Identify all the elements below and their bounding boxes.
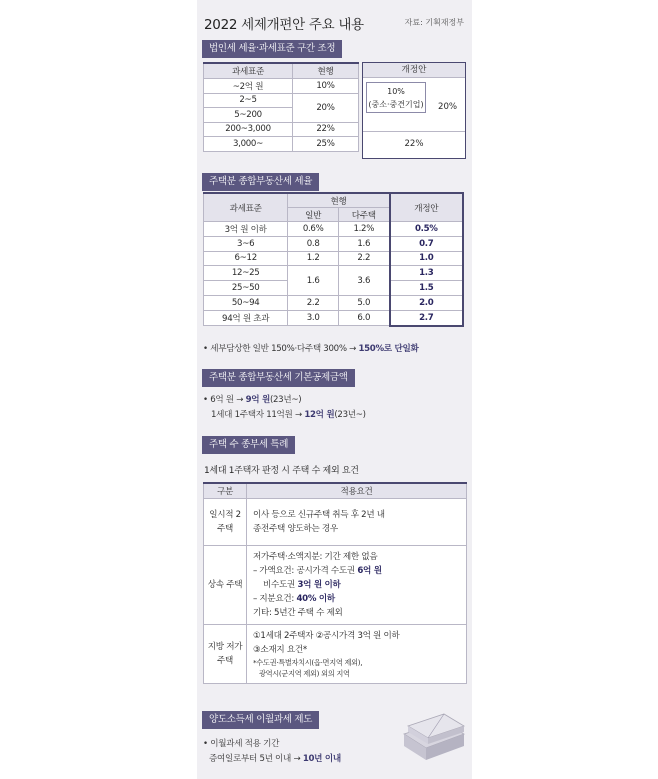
table-cell: 2.7 bbox=[390, 310, 463, 325]
table-cell: 3,000~ bbox=[204, 137, 293, 152]
table-cell: 1.2% bbox=[338, 222, 389, 237]
table-cell: 0.7 bbox=[390, 236, 463, 251]
banknote-icon bbox=[404, 714, 464, 760]
section-transfer-tax-title: 양도소득세 이월과세 제도 bbox=[202, 711, 319, 729]
text: 종전주택 양도하는 경우 bbox=[253, 524, 338, 534]
cap-note bbox=[203, 342, 419, 354]
section-property-tax-rate-title: 주택분 종합부동산세 세율 bbox=[202, 173, 319, 191]
table-cell: 1.2 bbox=[288, 251, 339, 266]
table-cell: 200~3,000 bbox=[204, 122, 293, 137]
table-cell: 3억 원 이하 bbox=[204, 222, 288, 237]
row-label: 지방 저가주택 bbox=[204, 625, 247, 684]
section-house-count-title: 주택 수 종부세 특례 bbox=[202, 436, 295, 454]
text bbox=[253, 592, 460, 606]
deduction-line-2 bbox=[211, 408, 366, 420]
text: – 가액요건: 공시가격 수도권 bbox=[253, 566, 358, 576]
table-cell: 10% bbox=[293, 79, 359, 94]
table-cell: 0.8 bbox=[288, 236, 339, 251]
text: 비수도권 bbox=[263, 580, 298, 590]
bold-text: 10년 이내 bbox=[302, 754, 341, 764]
corporate-tax-table bbox=[203, 62, 359, 152]
section-deduction-title: 주택분 종합부동산세 기본공제금액 bbox=[202, 369, 355, 387]
note-text: • 세부담상한 일반 150%·다주택 300% → bbox=[203, 344, 359, 354]
col-tax-base: 과세표준 bbox=[204, 63, 293, 79]
table-cell: 1.5 bbox=[390, 281, 463, 296]
revised-20: 20% bbox=[438, 102, 458, 112]
bold-text: 40% 이하 bbox=[296, 594, 335, 604]
bold-text: 6억 원 bbox=[357, 566, 382, 576]
table-cell: 6.0 bbox=[338, 310, 389, 325]
transfer-line-2 bbox=[209, 752, 341, 764]
table-cell: 5.0 bbox=[338, 295, 389, 310]
revised-22: 22% bbox=[404, 139, 424, 149]
row-content bbox=[247, 546, 467, 625]
footnote: *수도권·특별자치시(읍·면지역 제외), bbox=[253, 658, 363, 667]
text: 저가주택·소액지분: 기간 제한 없음 bbox=[253, 552, 378, 562]
footnote: 광역시(군지역 제외) 외의 지역 bbox=[259, 669, 350, 678]
table-cell: 0.6% bbox=[288, 222, 339, 237]
table-cell: 6~12 bbox=[204, 251, 288, 266]
bold-text: 3억 원 이하 bbox=[297, 580, 341, 590]
row-label: 일시적 2주택 bbox=[204, 499, 247, 546]
table-cell: 2.2 bbox=[288, 295, 339, 310]
table-cell: 2.2 bbox=[338, 251, 389, 266]
bold-text: 9억 원 bbox=[245, 395, 270, 405]
section-corporate-tax-title: 법인세 세율·과세표준 구간 조정 bbox=[202, 40, 342, 58]
text: ①1세대 2주택자 ②공시가격 3억 원 이하 bbox=[253, 631, 400, 641]
sme-label: (중소·중견기업) bbox=[368, 100, 424, 109]
transfer-line-1: • 이월과세 적용 기간 bbox=[203, 739, 280, 749]
divider bbox=[363, 131, 465, 132]
note-bold: 150%로 단일화 bbox=[358, 344, 419, 354]
table-cell: 25% bbox=[293, 137, 359, 152]
col-type: 구분 bbox=[204, 483, 247, 499]
table-cell: ~2억 원 bbox=[204, 79, 293, 94]
table-cell: 1.0 bbox=[390, 251, 463, 266]
table-cell: 22% bbox=[293, 122, 359, 137]
text: 기타: 5년간 주택 수 제외 bbox=[253, 608, 343, 618]
table-cell: 1.3 bbox=[390, 266, 463, 281]
house-count-subtitle: 1세대 1주택자 판정 시 주택 수 제외 요건 bbox=[204, 466, 359, 476]
text bbox=[253, 564, 460, 578]
text: ③소재지 요건* bbox=[253, 645, 307, 655]
money-stack-illustration bbox=[398, 704, 468, 766]
col-current: 현행 bbox=[288, 193, 390, 208]
deduction-line-1 bbox=[203, 393, 301, 405]
bold-text: 12억 원 bbox=[304, 410, 335, 420]
table-cell: 2~5 bbox=[204, 93, 293, 108]
col-general: 일반 bbox=[288, 208, 339, 222]
corporate-tax-revised-box bbox=[362, 62, 466, 159]
table-cell: 1.6 bbox=[338, 236, 389, 251]
page-title: 2022 세제개편안 주요 내용 bbox=[204, 17, 364, 33]
table-cell: 2.0 bbox=[390, 295, 463, 310]
text: • 6억 원 → bbox=[203, 395, 246, 405]
col-tax-base: 과세표준 bbox=[204, 193, 288, 222]
text bbox=[253, 578, 460, 592]
table-cell: 50~94 bbox=[204, 295, 288, 310]
row-label: 상속 주택 bbox=[204, 546, 247, 625]
col-multi: 다주택 bbox=[338, 208, 389, 222]
table-cell: 20% bbox=[293, 93, 359, 122]
text: 증여일로부터 5년 이내 → bbox=[209, 754, 303, 764]
row-content bbox=[247, 499, 467, 546]
table-cell: 94억 원 초과 bbox=[204, 310, 288, 325]
col-revised: 개정안 bbox=[363, 63, 465, 78]
sme-rate-box bbox=[366, 82, 426, 113]
text: – 지분요건: bbox=[253, 594, 297, 604]
text: (23년~) bbox=[334, 410, 366, 420]
row-content bbox=[247, 625, 467, 684]
property-tax-table bbox=[203, 192, 464, 327]
col-current: 현행 bbox=[293, 63, 359, 79]
text: 1세대 1주택자 11억원 → bbox=[211, 410, 305, 420]
table-cell: 5~200 bbox=[204, 108, 293, 123]
table-cell: 12~25 bbox=[204, 266, 288, 281]
table-cell: 3.0 bbox=[288, 310, 339, 325]
col-requirement: 적용요건 bbox=[247, 483, 467, 499]
table-cell: 3~6 bbox=[204, 236, 288, 251]
table-cell: 3.6 bbox=[338, 266, 389, 296]
house-count-table bbox=[203, 482, 467, 684]
text: (23년~) bbox=[269, 395, 302, 405]
table-cell: 25~50 bbox=[204, 281, 288, 296]
source-label: 자료: 기획재정부 bbox=[404, 18, 464, 27]
sme-rate: 10% bbox=[387, 87, 405, 96]
table-cell: 1.6 bbox=[288, 266, 339, 296]
text: 이사 등으로 신규주택 취득 후 2년 내 bbox=[253, 510, 385, 520]
table-cell: 0.5% bbox=[390, 222, 463, 237]
col-revised: 개정안 bbox=[390, 193, 463, 222]
